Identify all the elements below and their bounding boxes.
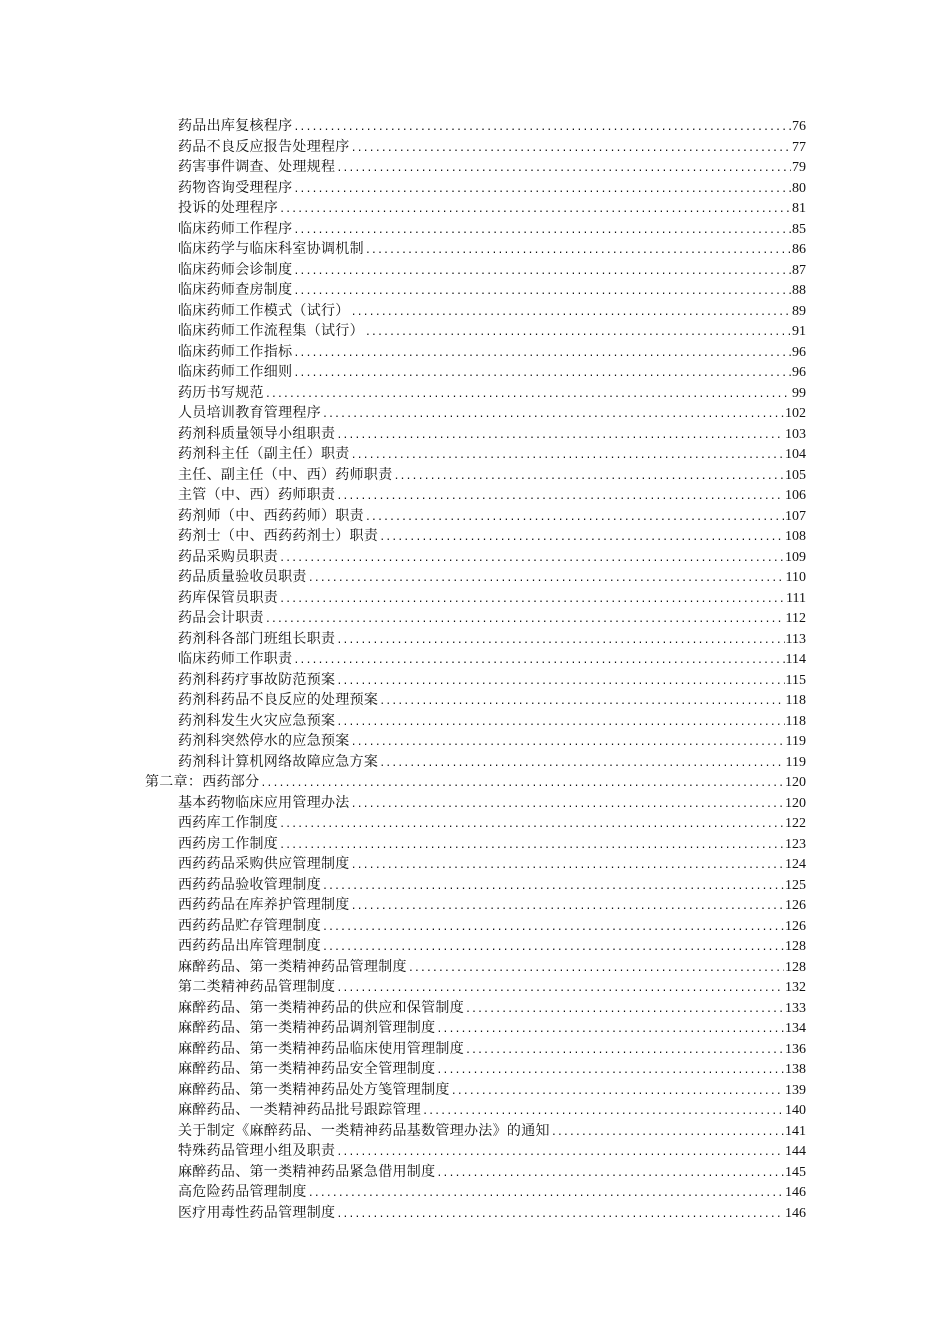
- toc-entry-title: 主任、副主任（中、西）药师职责: [178, 466, 393, 483]
- toc-dot-leader: [293, 282, 791, 303]
- toc-dot-leader: [279, 200, 791, 221]
- toc-dot-leader: [436, 1164, 784, 1185]
- toc-dot-leader: [436, 1061, 784, 1082]
- toc-dot-leader: [351, 897, 784, 918]
- toc-entry-title: 主管（中、西）药师职责: [178, 487, 336, 503]
- toc-entry[interactable]: [178, 670, 806, 691]
- toc-entry[interactable]: [178, 1141, 806, 1162]
- toc-page-number: 105: [785, 467, 806, 483]
- toc-entry[interactable]: [178, 895, 806, 916]
- toc-entry-title: 药剂科质量领导小组职责: [178, 425, 336, 442]
- toc-dot-leader: [293, 344, 791, 365]
- toc-entry[interactable]: [178, 731, 806, 752]
- toc-entry[interactable]: [178, 567, 806, 588]
- toc-entry-title: 临床药师工作职责: [178, 651, 293, 667]
- toc-entry[interactable]: [178, 957, 806, 978]
- toc-entry[interactable]: [178, 649, 806, 670]
- toc-entry[interactable]: [178, 157, 806, 178]
- toc-entry[interactable]: [178, 547, 806, 568]
- toc-page-number: 86: [792, 242, 806, 257]
- toc-entry[interactable]: [178, 239, 806, 260]
- toc-page-number: 109: [785, 549, 806, 565]
- toc-entry[interactable]: [178, 424, 806, 445]
- toc-entry[interactable]: [178, 752, 806, 773]
- toc-entry[interactable]: [178, 1162, 806, 1183]
- toc-entry[interactable]: [178, 198, 806, 219]
- toc-page-number: 120: [785, 775, 806, 790]
- toc-entry[interactable]: [178, 588, 806, 609]
- toc-page-number: 110: [785, 570, 806, 585]
- toc-page-number: 103: [785, 426, 806, 442]
- toc-entry[interactable]: [178, 875, 806, 896]
- toc-dot-leader: [408, 959, 784, 980]
- toc-entry[interactable]: [178, 383, 806, 404]
- toc-page-number: 85: [792, 221, 806, 237]
- toc-page-number: 146: [785, 1185, 806, 1200]
- toc-dot-leader: [279, 815, 784, 836]
- toc-page-number: 119: [785, 734, 806, 749]
- toc-page-number: 132: [785, 980, 806, 995]
- toc-entry[interactable]: [178, 711, 806, 732]
- toc-page-number: 145: [785, 1164, 806, 1180]
- toc-entry[interactable]: [178, 998, 806, 1019]
- toc-dot-leader: [365, 508, 784, 529]
- toc-dot-leader: [379, 528, 784, 549]
- toc-dot-leader: [279, 549, 784, 570]
- toc-entry[interactable]: [178, 260, 806, 281]
- toc-page-number: 80: [792, 180, 806, 196]
- toc-entry-title: 药品质量验收员职责: [178, 569, 307, 585]
- toc-entry[interactable]: [178, 1203, 806, 1224]
- toc-page-number: 136: [785, 1041, 806, 1057]
- toc-entry[interactable]: [178, 916, 806, 937]
- toc-entry[interactable]: [178, 280, 806, 301]
- toc-entry-title: 临床药师工作模式（试行）: [178, 302, 350, 319]
- toc-page-number: 123: [785, 836, 806, 852]
- toc-entry[interactable]: [178, 506, 806, 527]
- toc-entry-title: 药剂科药品不良反应的处理预案: [178, 692, 379, 708]
- toc-dot-leader: [336, 426, 784, 447]
- toc-page-number: 76: [792, 119, 806, 134]
- toc-dot-leader: [293, 651, 784, 672]
- toc-dot-leader: [351, 303, 791, 324]
- toc-entry[interactable]: [178, 362, 806, 383]
- toc-dot-leader: [260, 774, 784, 795]
- toc-dot-leader: [308, 1184, 784, 1205]
- toc-entry-title: 药品出库复核程序: [178, 118, 293, 134]
- toc-page-number: 126: [785, 918, 806, 934]
- toc-entry-title: 投诉的处理程序: [178, 200, 279, 216]
- toc-entry[interactable]: [178, 977, 806, 998]
- toc-dot-leader: [293, 180, 791, 201]
- toc-entry[interactable]: [178, 1080, 806, 1101]
- toc-entry[interactable]: [178, 813, 806, 834]
- toc-entry[interactable]: [178, 178, 806, 199]
- toc-entry[interactable]: [178, 137, 806, 158]
- toc-entry-title: 高危险药品管理制度: [178, 1184, 307, 1200]
- toc-dot-leader: [336, 159, 791, 180]
- toc-dot-leader: [322, 938, 784, 959]
- toc-entry[interactable]: [178, 321, 806, 342]
- toc-dot-leader: [293, 364, 791, 385]
- toc-entry[interactable]: [178, 116, 806, 137]
- toc-entry[interactable]: [178, 1121, 806, 1142]
- toc-entry[interactable]: [178, 834, 806, 855]
- toc-page-number: 88: [792, 283, 806, 298]
- toc-entry-title: 西药药品采购供应管理制度: [178, 856, 350, 872]
- toc-entry-title: 药品不良反应报告处理程序: [178, 138, 350, 155]
- toc-dot-leader: [293, 221, 791, 242]
- toc-entry[interactable]: [178, 219, 806, 240]
- toc-dot-leader: [465, 1041, 784, 1062]
- toc-dot-leader: [351, 795, 784, 816]
- toc-page-number: 125: [785, 877, 806, 893]
- toc-page-number: 81: [792, 201, 806, 216]
- toc-dot-leader: [336, 713, 784, 734]
- toc-dot-leader: [394, 467, 785, 488]
- toc-dot-leader: [551, 1123, 784, 1144]
- toc-entry[interactable]: [178, 444, 806, 465]
- toc-entry[interactable]: [178, 465, 806, 486]
- toc-dot-leader: [365, 323, 791, 344]
- toc-entry-title: 药剂师（中、西药药师）职责: [178, 507, 364, 524]
- toc-entry-title: 关于制定《麻醉药品、一类精神药品基数管理办法》的通知: [178, 1122, 550, 1139]
- toc-entry-title: 麻醉药品、第一类精神药品的供应和保管制度: [178, 999, 464, 1016]
- toc-entry[interactable]: [178, 403, 806, 424]
- toc-page-number: 134: [785, 1021, 806, 1036]
- toc-entry[interactable]: [178, 854, 806, 875]
- toc-dot-leader: [336, 1205, 784, 1226]
- toc-entry-title: 药剂科主任（副主任）职责: [178, 446, 350, 462]
- toc-entry[interactable]: [178, 793, 806, 814]
- toc-page-number: 118: [785, 693, 806, 708]
- toc-page-number: 91: [792, 324, 806, 339]
- toc-entry-title: 麻醉药品、第一类精神药品安全管理制度: [178, 1061, 436, 1077]
- toc-page-number: 126: [785, 898, 806, 913]
- toc-entry[interactable]: [178, 526, 806, 547]
- toc-entry-title: 药品采购员职责: [178, 548, 279, 565]
- toc-entry-title: 麻醉药品、第一类精神药品紧急借用制度: [178, 1163, 436, 1180]
- toc-page-number: 102: [785, 406, 806, 421]
- toc-page-number: 104: [785, 447, 806, 462]
- toc-page-number: 112: [785, 611, 806, 626]
- toc-dot-leader: [379, 754, 784, 775]
- toc-page-number: 114: [785, 652, 806, 667]
- toc-page-number: 133: [785, 1000, 806, 1016]
- toc-entry-title: 药剂科计算机网络故障应急方案: [178, 753, 379, 770]
- toc-chapter-entry[interactable]: [145, 772, 806, 793]
- toc-entry-title: 西药库工作制度: [178, 815, 279, 831]
- toc-entry[interactable]: [178, 608, 806, 629]
- toc-entry[interactable]: [178, 629, 806, 650]
- toc-page-number: 140: [785, 1103, 806, 1118]
- toc-entry[interactable]: [178, 690, 806, 711]
- toc-dot-leader: [336, 487, 784, 508]
- toc-entry-title: 药害事件调查、处理规程: [178, 159, 336, 175]
- toc-page-number: 124: [785, 857, 806, 872]
- toc-entry-title: 第二类精神药品管理制度: [178, 979, 336, 995]
- toc-entry-title: 临床药学与临床科室协调机制: [178, 241, 364, 257]
- toc-entry-title: 临床药师会诊制度: [178, 261, 293, 278]
- toc-entry[interactable]: [178, 936, 806, 957]
- toc-entry-title: 麻醉药品、一类精神药品批号跟踪管理: [178, 1102, 422, 1118]
- toc-entry-title: 临床药师工作指标: [178, 343, 293, 360]
- toc-entry[interactable]: [178, 1039, 806, 1060]
- toc-dot-leader: [336, 1143, 784, 1164]
- toc-entry-title: 西药药品在库养护管理制度: [178, 897, 350, 913]
- toc-entry-title: 药剂科突然停水的应急预案: [178, 733, 350, 749]
- toc-page-number: 118: [785, 713, 806, 729]
- toc-entry-title: 西药房工作制度: [178, 835, 279, 852]
- toc-page-number: 138: [785, 1062, 806, 1077]
- toc-entry[interactable]: [178, 1182, 806, 1203]
- toc-page-number: 119: [785, 754, 806, 770]
- toc-entry-title: 临床药师工作程序: [178, 220, 293, 237]
- toc-page-number: 111: [786, 590, 806, 606]
- toc-page-number: 108: [785, 529, 806, 544]
- toc-entry-title: 临床药师查房制度: [178, 282, 293, 298]
- toc-entry-title: 药库保管员职责: [178, 589, 279, 606]
- toc-entry[interactable]: [178, 1059, 806, 1080]
- toc-entry-title: 药剂科药疗事故防范预案: [178, 671, 336, 688]
- toc-dot-leader: [422, 1102, 784, 1123]
- toc-dot-leader: [336, 979, 784, 1000]
- toc-entry-title: 药剂科各部门班组长职责: [178, 630, 336, 647]
- toc-dot-leader: [451, 1082, 784, 1103]
- toc-page-number: 120: [785, 795, 806, 811]
- toc-entry-title: 西药药品验收管理制度: [178, 876, 321, 893]
- toc-page-number: 96: [792, 344, 806, 360]
- toc-entry[interactable]: [178, 485, 806, 506]
- toc-dot-leader: [351, 856, 784, 877]
- toc-entry[interactable]: [178, 1100, 806, 1121]
- toc-entry-title: 药历书写规范: [178, 384, 264, 401]
- toc-dot-leader: [293, 118, 791, 139]
- toc-entry-title: 药物咨询受理程序: [178, 179, 293, 196]
- toc-page-number: 106: [785, 488, 806, 503]
- toc-entry-title: 麻醉药品、第一类精神药品临床使用管理制度: [178, 1040, 464, 1057]
- toc-dot-leader: [351, 733, 785, 754]
- toc-page-number: 144: [785, 1144, 806, 1159]
- toc-entry-title: 药剂士（中、西药药剂士）职责: [178, 528, 379, 544]
- toc-page-number: 139: [785, 1082, 806, 1098]
- toc-entry-title: 西药药品出库管理制度: [178, 938, 321, 954]
- toc-page-number: 128: [785, 959, 806, 975]
- toc-page-number: 96: [792, 365, 806, 380]
- toc-page-number: 113: [785, 631, 806, 647]
- toc-dot-leader: [322, 405, 784, 426]
- toc-dot-leader: [336, 672, 784, 693]
- toc-page-number: 141: [785, 1123, 806, 1139]
- toc-entry-title: 医疗用毒性药品管理制度: [178, 1204, 336, 1221]
- toc-page-number: 107: [785, 508, 806, 524]
- toc-entry-title: 特殊药品管理小组及职责: [178, 1143, 336, 1159]
- toc-entry-title: 临床药师工作流程集（试行）: [178, 323, 364, 339]
- toc-entry[interactable]: [178, 342, 806, 363]
- toc-dot-leader: [365, 241, 791, 262]
- toc-page-number: 79: [792, 160, 806, 175]
- toc-entry-title: 药品会计职责: [178, 610, 264, 626]
- toc-entry[interactable]: [178, 301, 806, 322]
- toc-dot-leader: [265, 610, 785, 631]
- toc-page-number: 77: [792, 139, 806, 155]
- toc-entry-title: 麻醉药品、第一类精神药品调剂管理制度: [178, 1020, 436, 1036]
- toc-entry-title: 麻醉药品、第一类精神药品管理制度: [178, 958, 407, 975]
- toc-page-number: 115: [785, 672, 806, 688]
- toc-page-number: 99: [792, 385, 806, 401]
- toc-entry-title: 第二章：西药部分: [145, 774, 260, 790]
- toc-dot-leader: [379, 692, 784, 713]
- toc-dot-leader: [293, 262, 791, 283]
- toc-page-number: 89: [792, 303, 806, 319]
- toc-page-number: 87: [792, 262, 806, 278]
- toc-dot-leader: [322, 877, 784, 898]
- toc-dot-leader: [279, 590, 785, 611]
- toc-entry-title: 人员培训教育管理程序: [178, 405, 321, 421]
- toc-entry-title: 麻醉药品、第一类精神药品处方笺管理制度: [178, 1081, 450, 1098]
- toc-page-number: 128: [785, 939, 806, 954]
- toc-entry[interactable]: [178, 1018, 806, 1039]
- toc-dot-leader: [351, 446, 784, 467]
- toc-dot-leader: [308, 569, 785, 590]
- toc-entry-title: 西药药品贮存管理制度: [178, 917, 321, 934]
- toc-entry-title: 药剂科发生火灾应急预案: [178, 712, 336, 729]
- toc-dot-leader: [322, 918, 784, 939]
- table-of-contents: [0, 116, 950, 1223]
- toc-entry-title: 临床药师工作细则: [178, 364, 293, 380]
- toc-dot-leader: [336, 631, 784, 652]
- toc-dot-leader: [265, 385, 791, 406]
- toc-dot-leader: [279, 836, 784, 857]
- toc-dot-leader: [351, 139, 791, 160]
- toc-page-number: 146: [785, 1205, 806, 1221]
- toc-entry-title: 基本药物临床应用管理办法: [178, 794, 350, 811]
- toc-page-number: 122: [785, 816, 806, 831]
- toc-dot-leader: [436, 1020, 784, 1041]
- toc-dot-leader: [465, 1000, 784, 1021]
